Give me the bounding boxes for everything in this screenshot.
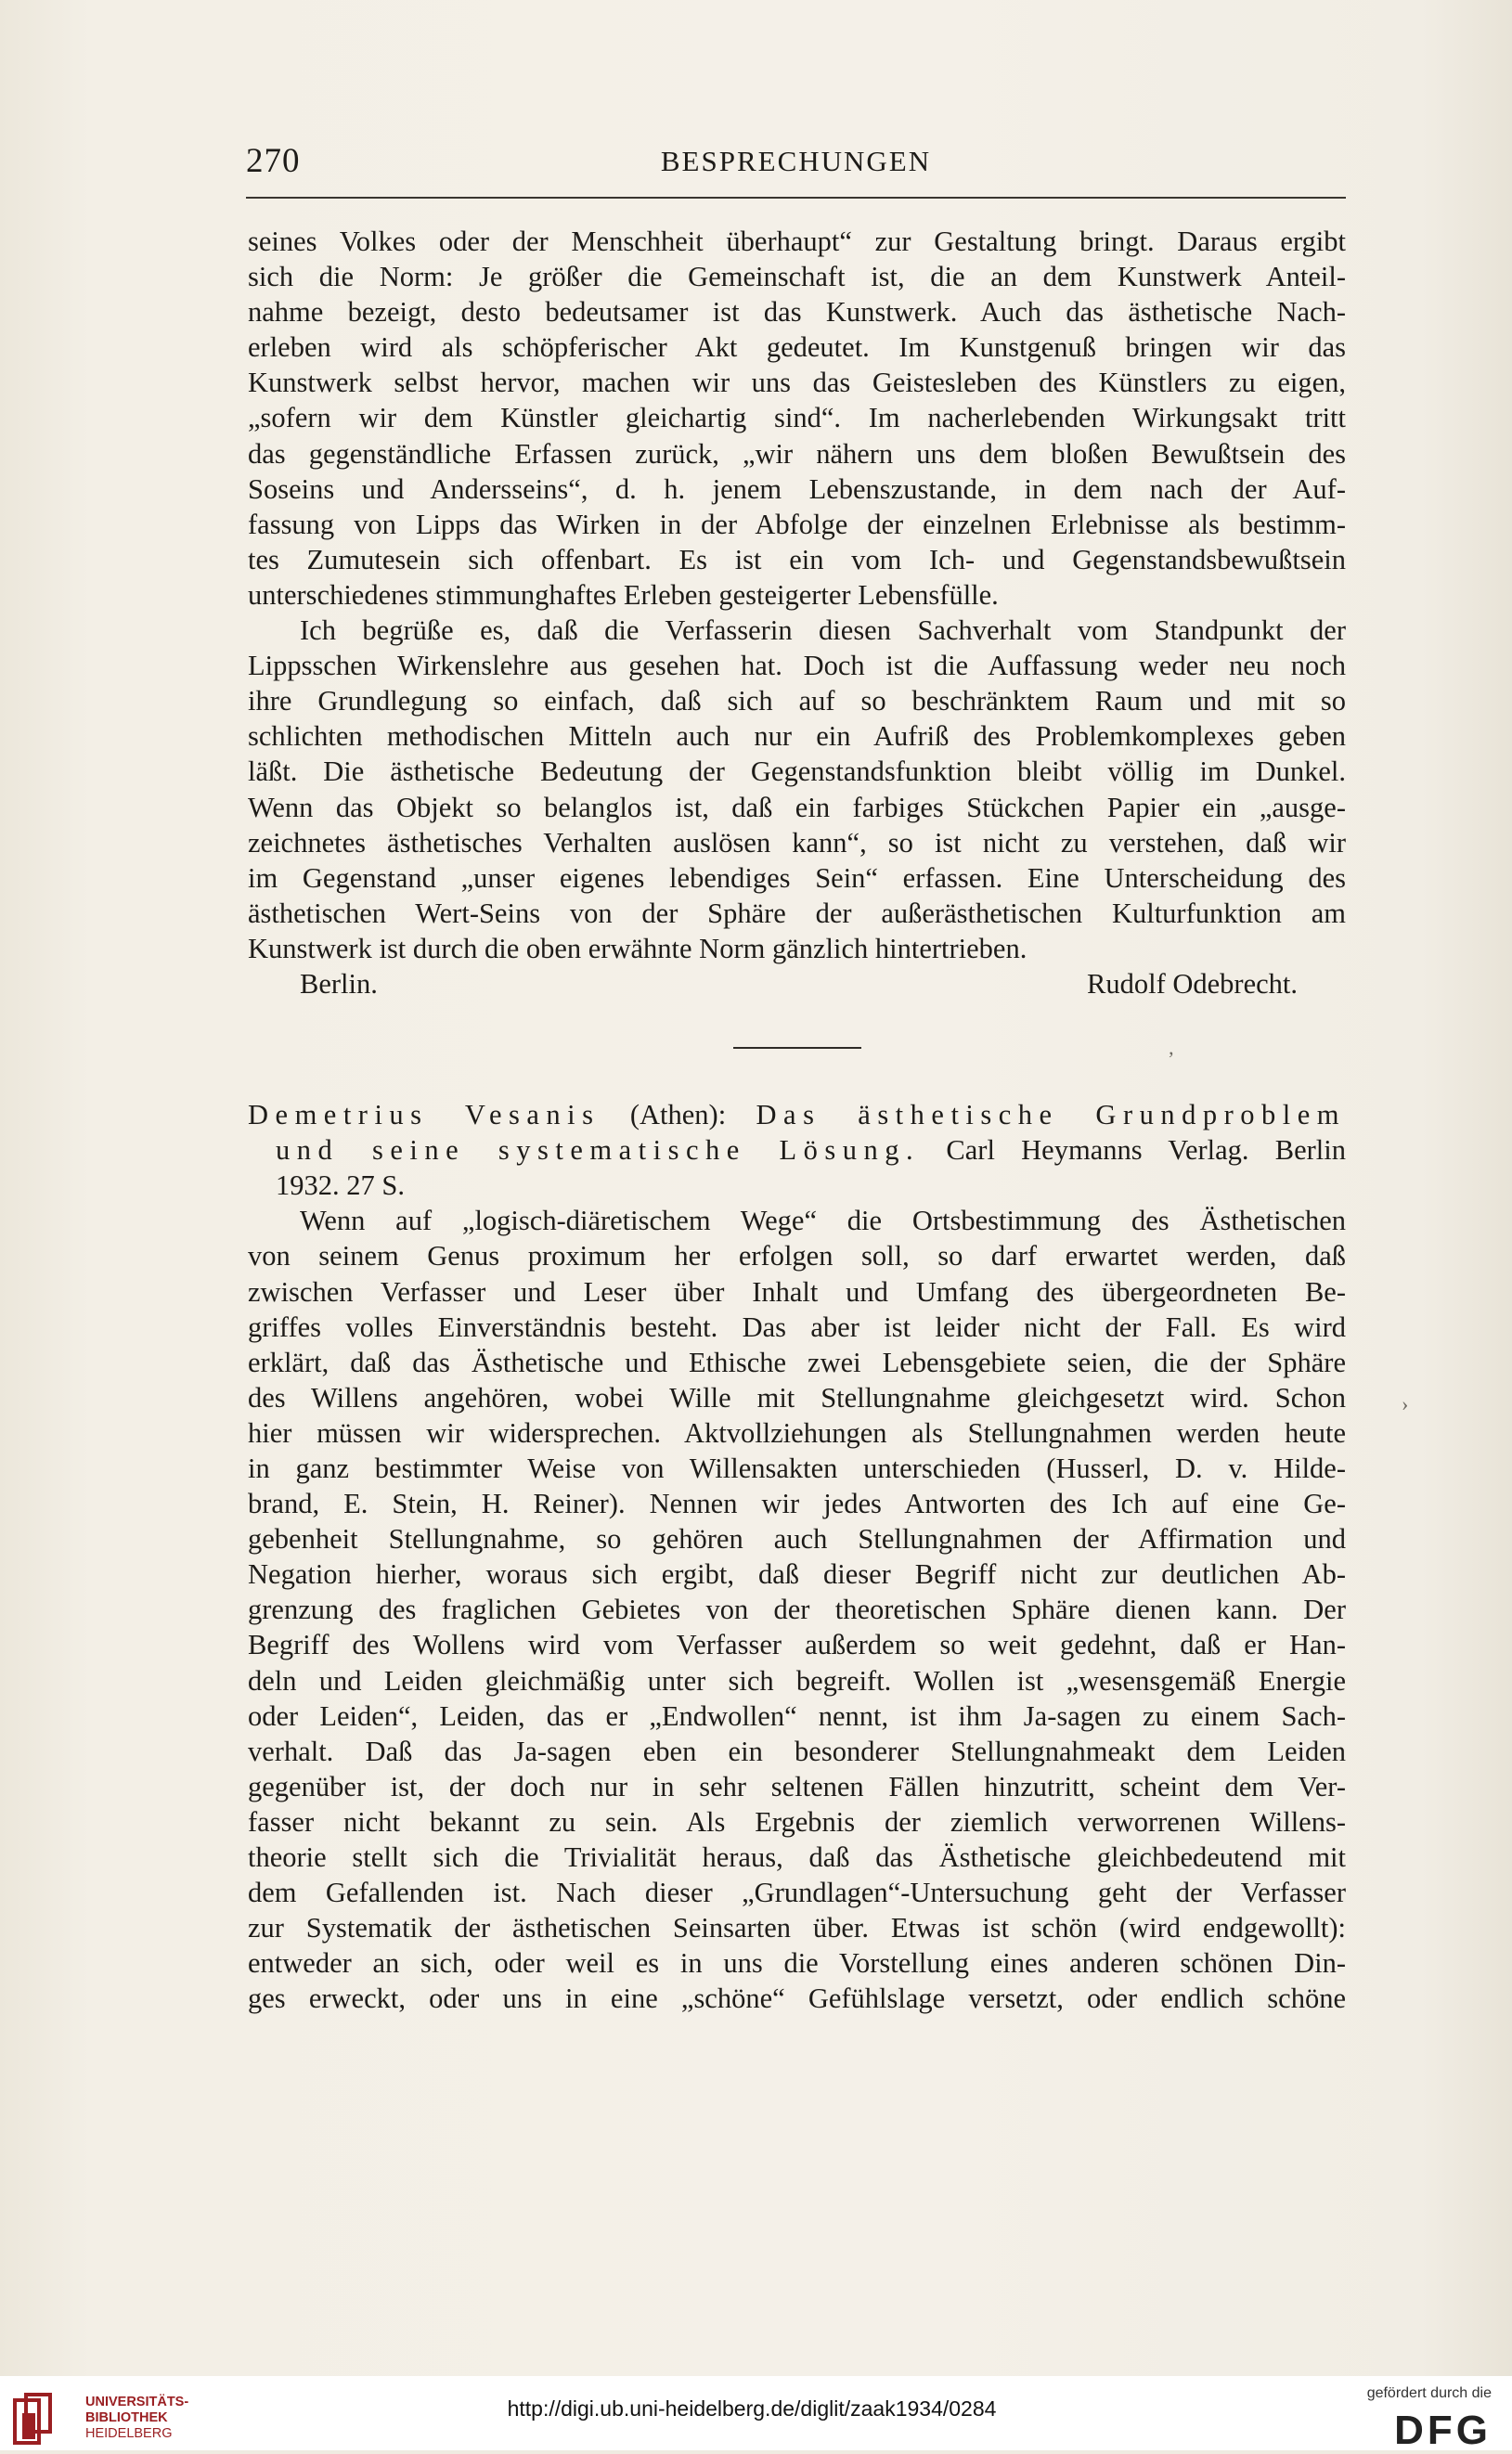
- library-name: [85, 2395, 188, 2442]
- body-line: Kunstwerk ist durch die oben erwähnte Norm gänzlich hintertrieben.: [248, 932, 1027, 964]
- signature-author: Rudolf Odebrecht.: [1087, 967, 1298, 1000]
- header-rule: [246, 197, 1346, 199]
- review-heading-line-3: 1932. 27 S.: [276, 1169, 405, 1202]
- heading-city: (Athen):: [600, 1099, 756, 1131]
- library-name-line-3: HEIDELBERG: [85, 2426, 173, 2441]
- body-line: „sofern wir dem Künstler gleichartig sind“. Im nacherlebenden Wirkungsakt tritt: [248, 402, 1346, 434]
- review-signature: [248, 966, 1346, 1001]
- body-line: dem Gefallenden ist. Nach dieser „Grundlagen“-Untersuchung geht der Verfasser: [248, 1877, 1346, 1909]
- body-line: nahme bezeigt, desto bedeutsamer ist das Kunstwerk. Auch das ästhetische Nach-: [248, 296, 1346, 329]
- university-library-logo-icon: [13, 2393, 71, 2445]
- margin-mark: ›: [1402, 1392, 1409, 1415]
- body-line: zur Systematik der ästhetischen Seinsarten über. Etwas ist schön (wird endgewollt):: [248, 1912, 1346, 1944]
- body-line: zeichnetes ästhetisches Verhalten auslösen kann“, so ist nicht zu verstehen, daß wir: [248, 826, 1346, 859]
- body-line: fasser nicht bekannt zu sein. Als Ergebnis der ziemlich verworrenen Willens-: [248, 1805, 1346, 1838]
- body-line: Negation hierher, woraus sich ergibt, daß dieser Begriff nicht zur deutlichen Ab-: [248, 1558, 1346, 1591]
- body-line: zwischen Verfasser und Leser über Inhalt und Umfang des übergeordneten Be-: [248, 1275, 1346, 1308]
- body-line: entweder an sich, oder weil es in uns die Vorstellung eines anderen schönen Din-: [248, 1947, 1346, 1980]
- body-line: fassung von Lipps das Wirken in der Abfolge der einzelnen Erlebnisse als bestimm-: [248, 508, 1346, 540]
- running-head: BESPRECHUNGEN: [660, 145, 932, 177]
- body-line: Lippsschen Wirkenslehre aus gesehen hat. Doch ist die Auffassung weder neu noch: [248, 650, 1346, 682]
- body-line: ihre Grundlegung so einfach, daß sich auf so beschränktem Raum und mit so: [248, 685, 1346, 717]
- body-line: Ich begrüße es, daß die Verfasserin diesen Sachverhalt vom Standpunkt der: [300, 614, 1346, 647]
- body-line: schlichten methodischen Mitteln auch nur ein Aufriß des Problemkomplexes geben: [248, 720, 1346, 753]
- heading-title-part-1: Das ästhetische Grundproblem: [756, 1099, 1346, 1131]
- body-line: Wenn auf „logisch-diäretischem Wege“ die Ortsbestimmung des Ästhetischen: [300, 1205, 1346, 1237]
- body-line: sich die Norm: Je größer die Gemeinschaft ist, die an dem Kunstwerk Anteil-: [248, 261, 1346, 293]
- section-gap: [248, 1001, 1346, 1097]
- body-line: griffes volles Einverständnis besteht. Das aber ist leider nicht der Fall. Es wird: [248, 1311, 1346, 1343]
- body-line: grenzung des fraglichen Gebietes von der theoretischen Sphäre dienen kann. Der: [248, 1594, 1346, 1626]
- margin-mark: ’: [1168, 1047, 1175, 1070]
- heading-publisher: Carl Heymanns Verlag. Berlin: [920, 1134, 1346, 1167]
- page-number: 270: [246, 142, 301, 180]
- review-heading-line-2: [248, 1132, 1346, 1168]
- funding-note: gefördert durch die: [1366, 2385, 1492, 2401]
- body-line: des Willens angehören, wobei Wille mit Stellungnahme gleichgesetzt wird. Schon: [248, 1381, 1346, 1414]
- digitization-footer: [0, 2376, 1512, 2453]
- permalink-url[interactable]: http://digi.ub.uni-heidelberg.de/diglit/zaak1934/0284: [507, 2396, 997, 2421]
- signature-place: Berlin.: [300, 967, 378, 1000]
- body-line: gebenheit Stellungnahme, so gehören auch Stellungnahmen der Affirmation und: [248, 1523, 1346, 1556]
- body-line: in ganz bestimmter Weise von Willensakten unterschieden (Husserl, D. v. Hilde-: [248, 1453, 1346, 1484]
- heading-author: Demetrius Vesanis: [248, 1099, 601, 1131]
- review-heading-line-1: [248, 1097, 1346, 1132]
- library-name-line-2: BIBLIOTHEK: [85, 2410, 168, 2425]
- body-line: theorie stellt sich die Trivialität heraus, daß das Ästhetische gleichbedeutend mit: [248, 1841, 1346, 1874]
- body-line: Soseins und Andersseins“, d. h. jenem Lebenszustande, in dem nach der Auf-: [248, 472, 1346, 505]
- body-line: ästhetischen Wert-Seins von der Sphäre der außerästhetischen Kulturfunktion am: [248, 897, 1346, 929]
- library-name-line-1: UNIVERSITÄTS-: [85, 2395, 189, 2409]
- body-line: brand, E. Stein, H. Reiner). Nennen wir jedes Antworten des Ich auf eine Ge-: [248, 1488, 1346, 1520]
- body-line: ges erweckt, oder uns in eine „schöne“ Gefühlslage versetzt, oder endlich schöne: [248, 1983, 1346, 2015]
- dfg-logo: DFG: [1394, 2408, 1492, 2453]
- body-line: gegenüber ist, der doch nur in sehr seltenen Fällen hinzutritt, scheint dem Ver-: [248, 1770, 1346, 1802]
- heading-title-part-2: und seine systematische Lösung.: [276, 1134, 921, 1167]
- body-line: verhalt. Daß das Ja-sagen eben ein besonderer Stellungnahmeakt dem Leiden: [248, 1735, 1346, 1767]
- body-line: tes Zumutesein sich offenbart. Es ist ein vom Ich- und Gegenstandsbewußtsein: [248, 543, 1346, 575]
- body-line: erleben wird als schöpferischer Akt gedeutet. Im Kunstgenuß bringen wir das: [248, 331, 1346, 364]
- body-line: das gegenständliche Erfassen zurück, „wir nähern uns dem bloßen Bewußtsein des: [248, 437, 1346, 470]
- body-line: hier müssen wir widersprechen. Aktvollziehungen als Stellungnahmen werden heute: [248, 1416, 1346, 1449]
- body-line: deln und Leiden gleichmäßig unter sich begreift. Wollen ist „wesensgemäß Energie: [248, 1664, 1346, 1697]
- page-body: [248, 224, 1346, 2017]
- body-line: erklärt, daß das Ästhetische und Ethische zwei Lebensgebiete seien, die der Sphäre: [248, 1346, 1346, 1378]
- body-line: Wenn das Objekt so belanglos ist, daß ein farbiges Stückchen Papier ein „ausge-: [248, 791, 1346, 823]
- body-line: läßt. Die ästhetische Bedeutung der Gegenstandsfunktion bleibt völlig im Dunkel.: [248, 756, 1346, 788]
- body-line: im Gegenstand „unser eigenes lebendiges Sein“ erfassen. Eine Unterscheidung des: [248, 861, 1346, 894]
- body-line: Begriff des Wollens wird vom Verfasser außerdem so weit gedehnt, daß er Han-: [248, 1629, 1346, 1661]
- body-line: seines Volkes oder der Menschheit überhaupt“ zur Gestaltung bringt. Daraus ergibt: [248, 226, 1346, 257]
- body-line: unterschiedenes stimmunghaftes Erleben gesteigerter Lebensfülle.: [248, 578, 999, 611]
- body-line: von seinem Genus proximum her erfolgen soll, so darf erwartet werden, daß: [248, 1240, 1346, 1272]
- section-divider: [733, 1047, 861, 1049]
- body-line: oder Leiden“, Leiden, das er „Endwollen“ nennt, ist ihm Ja-sagen zu einem Sach-: [248, 1699, 1346, 1732]
- page-header: [246, 141, 1346, 197]
- body-line: Kunstwerk selbst hervor, machen wir uns das Geistesleben des Künstlers zu eigen,: [248, 367, 1346, 399]
